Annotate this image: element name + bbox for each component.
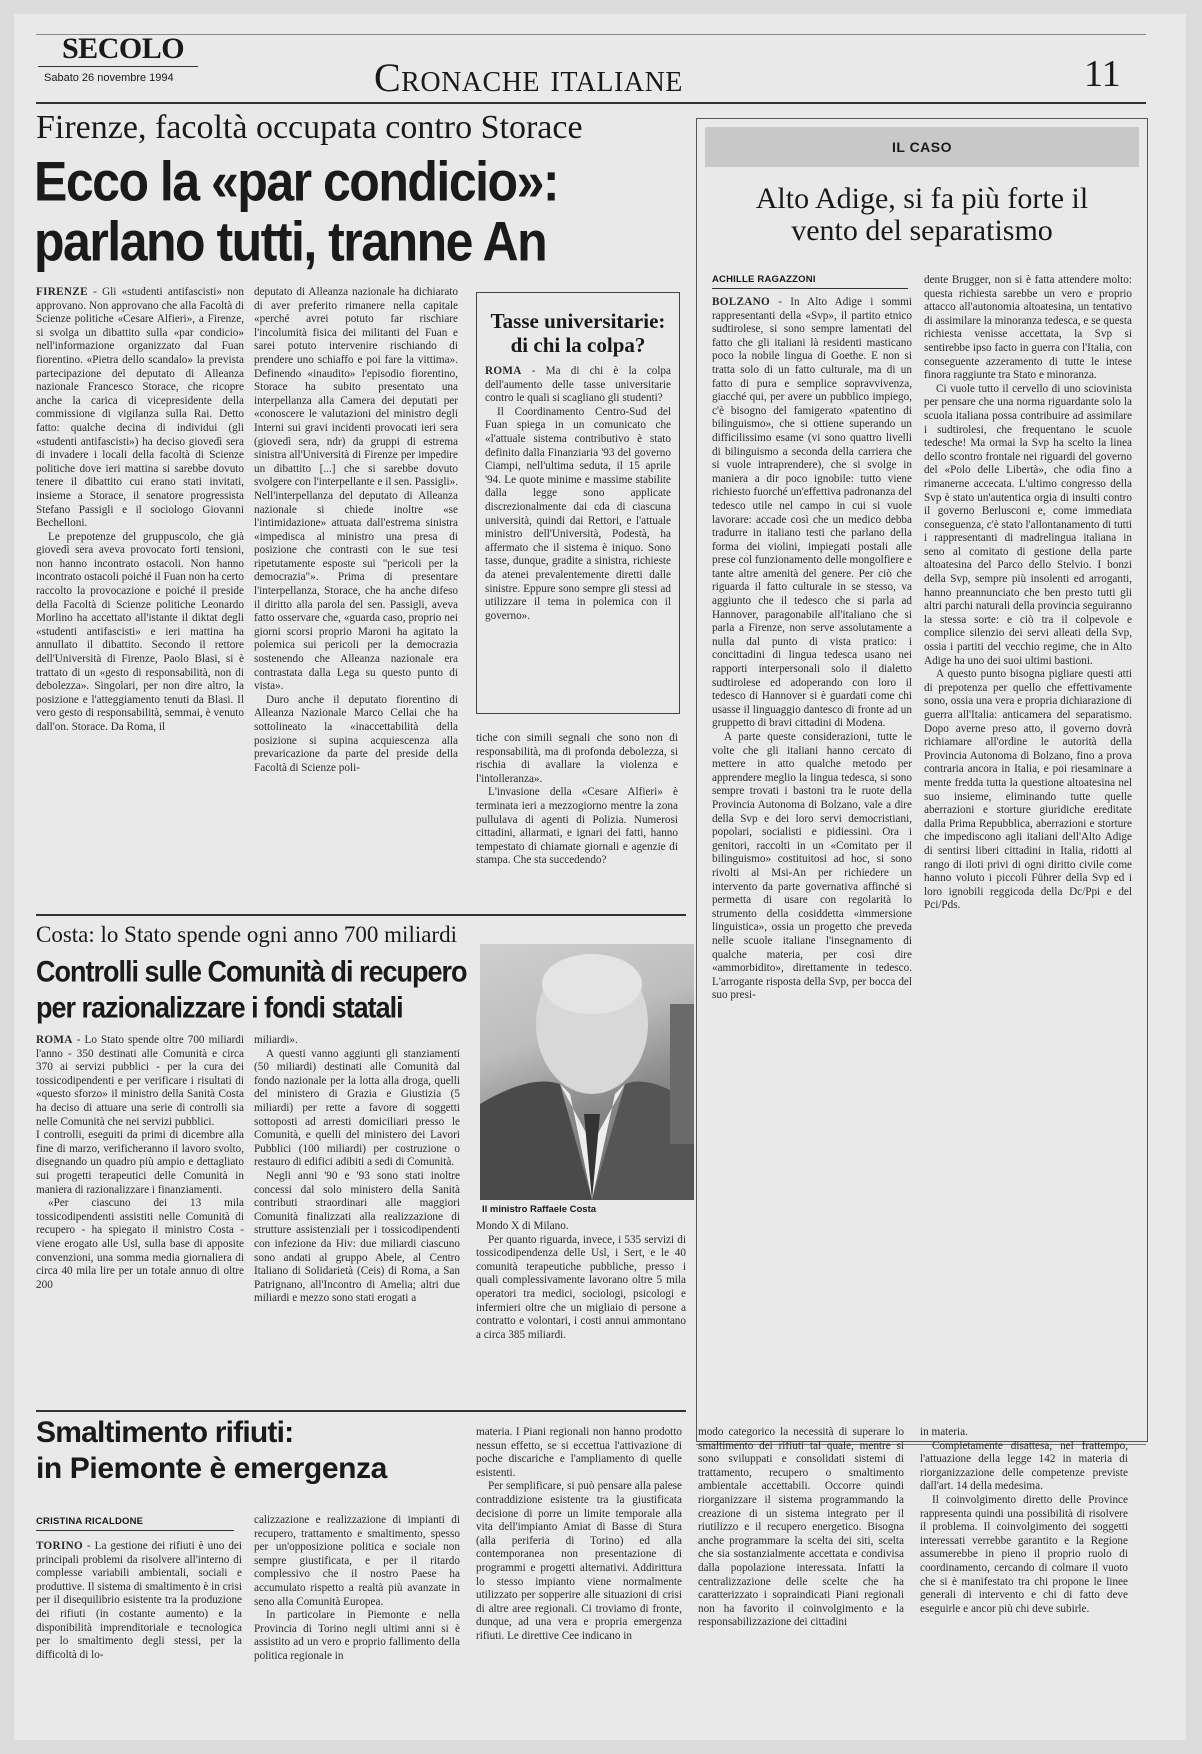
rifiuti-column-1 xyxy=(36,1540,242,1730)
costa-column-1 xyxy=(36,1034,244,1404)
paragraph-text: calizzazione e realizzazione di impianti di recupero, trattamento e smaltimento, spesso per un'opposizione politica e sociale non sempre giustificata, e per il ritardo complessivo che il nostro Paese ha accumulato rispetto a realtà più avanzate in seno alla Comunità Europea. xyxy=(254,1514,460,1608)
paragraph-text: modo categorico la necessità di superare lo smaltimento dei rifiuti tal quale, mentre si sono sviluppati e consolidati sistemi di trattamento, recupero o smaltimento ambientale accettabili. Occorre quindi riorganizzare il sistema programmando la creazione di un sistema integrato per il riutilizzo e il recupero energetico. Bisogna anche programmare la scelta dei siti, scelta che sia sostanzialmente accettata e condivisa dalla popolazione interessata. Infatti la centralizzazione delle scelte che ha caratterizzato i sopraindicati Piani regionali non ha favorito il coinvolgimento e la responsabilizzazione dei cittadini xyxy=(698,1426,904,1629)
paragraph xyxy=(924,668,1132,913)
paragraph-text: I controlli, eseguiti da primi di dicembre alla fine di marzo, verificheranno il lavoro svolto, disegnando un quadro più ampio e dettagliato sui progetti terapeutici delle Comunità in maniera di razionalizzare i finanziamenti. xyxy=(36,1129,244,1196)
il-caso-byline: ACHILLE RAGAZZONI xyxy=(712,274,908,289)
paragraph-text: In particolare in Piemonte e nella Provincia di Torino negli ultimi anni si è assistito ad un vero e proprio fallimento della politica regionale in xyxy=(254,1609,460,1662)
newspaper-page xyxy=(14,14,1186,1740)
masthead-top-rule xyxy=(36,34,1146,35)
paragraph xyxy=(485,406,671,624)
minister-photo xyxy=(480,944,694,1200)
tasse-box xyxy=(476,292,680,714)
paragraph xyxy=(476,1220,686,1234)
paragraph xyxy=(254,1170,460,1306)
il-caso-headline: Alto Adige, si fa più forte il vento del separatismo xyxy=(755,182,1089,247)
paragraph-text: - Gli «studenti antifascisti» non approvano. Non approvano che alla Facoltà di Scienze politiche «Cesare Alfieri», a Firenze, si svolga un dibattito sulla «par condicio» nell'informazione organizzato dal Fuan fiorentino. «Pietra dello scandalo» la prevista partecipazione del deputato di Alleanza nazionale Francesco Storace, che ricopre anche la carica di vicepresidente della commissione di vigilanza sulla Rai. Detto fatto: qualche decina di individui (gli «studenti antifascisti») ha deciso giovedì sera di invadere i locali della facoltà di Scienze politiche dove ieri mattina si sarebbe dovuto tenere il dibattito cui erano stati invitati, insieme a Storace, il senatore progressista Stefano Passigli e il sociologo Giovanni Bechelloni. xyxy=(36,286,244,530)
paragraph xyxy=(476,732,678,786)
paragraph xyxy=(476,786,678,868)
dateline: ROMA xyxy=(36,1034,73,1046)
logo-rule xyxy=(38,66,198,67)
paragraph xyxy=(36,286,244,531)
rifiuti-column-4 xyxy=(698,1426,904,1730)
paragraph-text: L'invasione della «Cesare Alfieri» è terminata ieri a mezzogiorno mentre la zona pullulava di agenti di Polizia. Numerosi cittadini, allarmati, e ignari dei fatti, hanno tempestato di chiamate giornali e agenzie di stampa. Che sta succedendo? xyxy=(476,786,678,867)
paragraph-text: Ci vuole tutto il cervello di uno sciovinista per pensare che una norma riguardante solo la scuola italiana possa contribuire ad assimilare i sudtirolesi, che frequentano le scuole tedesche! Ma ormai la Svp ha scelto la linea dello scontro frontale nei riguardi del governo del «Polo delle Libertà», che odia fino a rimanerne accecata. L'ultimo congresso della Svp è stato un'autentica orgia di insulti contro il governo Berlusconi e, come immediata conseguenza, c'è stato l'allontanamento di tutti i rappresentanti di madrelingua italiana in seno al comitato di gestione della parte altoatesina del Parco dello Stelvio. I bonzi della Svp, sempre più insolenti ed arroganti, hanno preannunciato che ben presto tutti gli altri parchi naturali della provincia seguiranno la stessa sorte: e ciò tra il colpevole e complice silenzio dei servi alleati della Svp, ossia i partiti del vecchio regime, che in Alto Adige ha uno dei suoi ultimi bastioni. xyxy=(924,382,1132,667)
firenze-column-3 xyxy=(476,732,678,904)
paragraph xyxy=(485,365,671,406)
costa-column-3 xyxy=(476,1220,686,1404)
newspaper-logo: SECOLO xyxy=(62,32,185,65)
rifiuti-column-5 xyxy=(920,1426,1128,1730)
paragraph-text: A questi vanno aggiunti gli stanziamenti (50 miliardi) destinati alle Comunità dal fondo nazionale per la lotta alla droga, quelli del ministero di Grazia e Giustizia (5 miliardi) per rette a favore di soggetti sottoposti ad arresti domiciliari presso le Comunità, e quelli del ministero dei Lavori Pubblici (100 miliardi) per costruzione o restauro di edifici adibiti a sedi di Comunità. xyxy=(254,1047,460,1169)
rifiuti-byline: CRISTINA RICALDONE xyxy=(36,1516,234,1531)
paragraph-text: Completamente disattesa, nel frattempo, l'attuazione della legge 142 in materia di riorganizzazione delle competenze previste dall'art. 14 della medesima. xyxy=(920,1439,1128,1493)
paragraph-text: deputato di Alleanza nazionale ha dichiarato di aver preferito rimanere nella capitale «perché avrei potuto far rischiare l'incolumità fisica dei militanti del Fuan e sarei potuto intervenire rischiando di prendere uno schiaffo e poi fare la vittima». Definendo «inaudito» l'episodio fiorentino, Storace ha subito presentato una interpellanza alla Camera dei deputati per «conoscere le valutazioni del ministro degli Interni sui gravi incidenti provocati ieri sera (giovedì sera, ndr) da gruppi di estrema sinistra all'Università di Firenze per impedire un dibattito [...] che si sarebbe dovuto svolgere con l'interpellante e il sen. Passigli». Nell'interpellanza del deputato di Alleanza nazionale si chiede inoltre «se l'intimidazione» attuata dall'estrema sinistra «impedisca al ministro una presa di posizione che contrasti con le sue tesi ripetutamente esposte sui "pericoli per la democrazia"». Prima di presentare l'interpellanza, Storace, che ha anche difeso il diritto alla parola del sen. Passigli, aveva fatto osservare che, «guarda caso, proprio nei giorni scorsi proprio Maroni ha agitato la polemica sui pericoli per la democrazia sostenendo che Alleanza nazionale era contrastata dalla Lega su questo punto di vista». xyxy=(254,286,458,693)
il-caso-label-bar xyxy=(705,127,1139,167)
il-caso-label: IL CASO xyxy=(891,139,953,155)
paragraph-text: - In Alto Adige i sommi rappresentanti della «Svp», il partito etnico sudtirolese, si sono sempre lamentati del fatto che gli italiani là residenti masticano poco la nobile lingua di Goethe. E non si tratta solo di un fatto culturale, ma di un fatto di pura e semplice sopravvivenza, giacché qui, per avere un pubblico impiego, c'è bisogno del famigerato «patentino di bilinguismo», che si ottiene superando un difficilissimo esame (vi sono quattro livelli di bilinguismo a seconda della carriera che si vuole intraprendere), che si svolge in maniera a dir poco ignobile: tutto viene richiesto fuorché un'effettiva padronanza del tedesco utile nel campo in cui si vuole lavorare: accade così che un medico debba tradurre in italiano testi che parlano della forma dei violini, impiegati postali alle prese col funzionamento delle mongolfiere e tante altre amenità del genere. Per ciò che riguarda il fatto culturale in se stesso, va aggiunto che il tedesco che si parla ad Hannover, paragonabile all'italiano che si parla a Firenze, non serve assolutamente a nulla dal punto di vista pratico: i concittadini di lingua tedesca usano nei rapporti interpersonali solo il dialetto sudtirolese ed adoperando con loro il tedesco di Hannover si è guardati come chi usasse il linguaggio dantesco di fronte ad un gruppetto di bravi cittadini di Modena. xyxy=(712,296,912,730)
firenze-column-1 xyxy=(36,286,244,904)
rifiuti-column-2 xyxy=(254,1514,460,1730)
costa-headline-line2: per razionalizzare i fondi statali xyxy=(36,991,403,1025)
il-caso-column-2 xyxy=(924,274,1132,1432)
paragraph xyxy=(254,286,458,694)
costa-headline-line1: Controlli sulle Comunità di recupero xyxy=(36,955,467,989)
costa-column-2 xyxy=(254,1034,460,1404)
dateline: BOLZANO xyxy=(712,296,771,308)
paragraph xyxy=(920,1440,1128,1494)
firenze-headline-line2: parlano tutti, tranne An xyxy=(34,210,547,273)
page-number: 11 xyxy=(1084,53,1121,95)
paragraph xyxy=(476,1234,686,1343)
rifiuti-column-3 xyxy=(476,1426,682,1730)
paragraph xyxy=(254,694,458,776)
paragraph-text: A parte queste considerazioni, tutte le volte che gli italiani hanno cercato di mettere in atto qualche metodo per apprendere meglio la lingua tedesca, si sono sempre trovati i bastoni tra le ruote della Provincia Autonoma di Bolzano, vale a dire della Svp e dei loro servi democristiani, popolari, socialisti e pidiessini. Ora i genitori, raccolti in un «Comitato per il bilinguismo» costituitosi ad hoc, si sono rivolti al Msi-An per richiedere un intervento da parte governativa affinché si permetta di usare con regolarità lo strumento della cosiddetta «immersione linguistica», ossia un progetto che preveda nelle scuole italiane l'insegnamento di qualche materia, per così dire «ammorbidito», direttamente in tedesco. L'arrogante risposta della Svp, per bocca del suo presi- xyxy=(712,731,912,1002)
paragraph-text: miliardi». xyxy=(254,1034,298,1046)
paragraph-text: materia. I Piani regionali non hanno prodotto nessun effetto, se si eccettua l'attivazione di poche discariche e l'ampliamento di quelle esistenti. xyxy=(476,1426,682,1479)
paragraph xyxy=(36,1197,244,1292)
paragraph xyxy=(254,1609,460,1663)
paragraph xyxy=(36,1034,244,1129)
dateline: FIRENZE xyxy=(36,286,88,298)
issue-date: Sabato 26 novembre 1994 xyxy=(44,72,174,84)
dateline: TORINO xyxy=(36,1540,83,1552)
paragraph xyxy=(36,1540,242,1662)
paragraph xyxy=(254,1514,460,1609)
paragraph-text: tiche con simili segnali che sono non di responsabilità, ma di profonda debolezza, si rischia di avallare la violenza e l'intolleranza». xyxy=(476,732,678,785)
il-caso-column-1 xyxy=(712,296,912,1432)
paragraph xyxy=(254,1048,460,1170)
section-title: Cronache italiane xyxy=(374,55,683,100)
paragraph-text: Le prepotenze del gruppuscolo, che già giovedì sera aveva provocato forti tensioni, non hanno incontrato ostacoli. Non hanno incontrato ostacoli poiché il Fuan non ha certo raccolto la provocazione e poiché il preside della Facoltà di Scienze politiche Leonardo Morlino ha accettato all'istante il diktat degli «studenti antifascisti» e ieri mattina ha annullato il dibattito. Secondo il rettore dell'Università di Firenze, Paolo Blasi, si è trattato di un «gesto di responsabilità, non di debolezza». Singolari, per non dire altro, la posizione e l'atteggiamento tenuti da Blasi. Il vero gesto di responsabilità, semmai, è venuto dall'on. Storace. Da Roma, il xyxy=(36,530,244,733)
paragraph-text: Per quanto riguarda, invece, i 535 servizi di tossicodipendenza delle Usl, i Sert, e le 40 comunità terapeutiche pubbliche, presso i quali complessivamente lavorano oltre 5 mila operatori tra medici, sociologi, psicologi e infermieri oltre che un migliaio di persone a contratto e volontari, i costi annui ammontano a circa 385 miliardi. xyxy=(476,1233,686,1341)
paragraph-text: Il coinvolgimento diretto delle Province rappresenta quindi una possibilità di risolvere il problema. Il coinvolgimento dei soggetti interessati verrebbe garantito e la Regione assumerebbe in pieno il proprio ruolo di coordinamento, cercando di colmare il vuoto che si è manifestato tra chi propone le linee generali di intervento e chi di fatto deve eseguirle e ancor più chi deve subirle. xyxy=(920,1493,1128,1615)
paragraph-text: «Per ciascuno dei 13 mila tossicodipendenti assistiti nelle Comunità di recupero - ha spiegato il ministro Costa - viene erogato alle Usl, sulla base di apposite convenzioni, una somma media giornaliera di circa 40 mila lire per un totale annuo di oltre 200 xyxy=(36,1197,244,1291)
paragraph-text: in materia. xyxy=(920,1426,968,1438)
rifiuti-headline-line1: Smaltimento rifiuti: xyxy=(36,1416,294,1449)
paragraph-text: A questo punto bisogna pigliare questi atti di prepotenza per quello che effettivamente sono, ossia una vera e propria dichiarazione di guerra all'Italia: anticamera del separatismo. Dopo averne preso atto, il governo dovrà richiamare all'ordine le autorità della Provincia Autonoma di Bolzano, fino a prova contraria ancora in Italia, e poi riesaminare a mente fredda tutta la questione altoatesina nel suo insieme, eliminando tutte quelle aberrazioni e storture giuridiche ereditate dalla Prima Repubblica, aberrazioni e storture che impediscono agli italiani dell'Alto Adige di sentirsi liberi cittadini in Italia, ridotti al rango di iloti privi di ogni diritto civile come hanno voluto i piccoli Führer della Svp ed i loro ignobili reggicoda della Dc/Ppi e del Pci/Pds. xyxy=(924,668,1132,912)
paragraph xyxy=(924,383,1132,668)
paragraph xyxy=(36,531,244,735)
section-divider xyxy=(36,1410,686,1412)
paragraph xyxy=(698,1426,904,1630)
paragraph xyxy=(254,1034,460,1048)
paragraph xyxy=(712,731,912,1003)
rifiuti-headline-line2: in Piemonte è emergenza xyxy=(36,1452,387,1485)
paragraph-text: Duro anche il deputato fiorentino di Alleanza Nazionale Marco Cellai che ha sottolineato la «inaccettabilità della posizione si supina acquiescenza alla prevaricazione da parte del preside della Facoltà di Scienze poli- xyxy=(254,693,458,774)
firenze-headline-line1: Ecco la «par condicio»: xyxy=(34,150,559,213)
paragraph-text: - Ma di chi è la colpa dell'aumento delle tasse universitarie contro le quali si scagliano gli studenti? xyxy=(485,365,671,405)
paragraph xyxy=(476,1426,682,1480)
portrait-silhouette-icon xyxy=(480,944,694,1200)
paragraph xyxy=(36,1129,244,1197)
firenze-column-2 xyxy=(254,286,458,904)
costa-kicker: Costa: lo Stato spende ogni anno 700 miliardi xyxy=(36,922,457,947)
paragraph xyxy=(920,1494,1128,1616)
paragraph-text: Mondo X di Milano. xyxy=(476,1220,569,1232)
paragraph-text: - La gestione dei rifiuti è uno dei principali problemi da risolvere all'interno di complesse variabili ambientali, sociali e produttive. Il sistema di smaltimento è in crisi per il disequilibrio esistente tra la produzione dei rifiuti (in costante aumento) e la disponibilità imprenditoriale e tecnologica per lo smaltimento degli stessi, per la difficoltà di lo- xyxy=(36,1540,242,1661)
tasse-headline: Tasse universitarie: di chi la colpa? xyxy=(490,309,666,357)
paragraph xyxy=(476,1480,682,1643)
dateline: ROMA xyxy=(485,365,522,377)
section-divider xyxy=(36,914,686,916)
paragraph xyxy=(920,1426,1128,1440)
paragraph-text: - Lo Stato spende oltre 700 miliardi l'anno - 350 destinati alle Comunità e circa 370 ai servizi pubblici - per la cura dei tossicodipendenti e per verificare i risultati di «questo sforzo» il ministro della Sanità Costa ha deciso di attuare una serie di controlli sia nelle Comunità che nei servizi pubblici. xyxy=(36,1034,244,1128)
paragraph xyxy=(712,296,912,731)
paragraph-text: Per semplificare, si può pensare alla palese contraddizione esistente tra la giustificata decisione di porre un limite temporale alla vita dell'impianto Amiat di Basse di Stura (alla periferia di Torino) ed alla contemporanea non presentazione di programmi e progetti alternativi. Addirittura lo stesso impianto viene normalmente utilizzato per sopperire alle situazioni di crisi di altre aree regionali. Ci troviamo di fronte, dunque, ad una vera e propria emergenza rifiuti. Le direttive Cee indicano in xyxy=(476,1480,682,1642)
paragraph-text: Il Coordinamento Centro-Sud del Fuan spiega in un comunicato che «l'attuale sistema contributivo è stato definito dalla Finanziaria '93 del governo Ciampi, nell'ultima seduta, il 15 aprile '94. Le quote minime e massime stabilite dalla legge sono applicate discrezionalmente dai cda di ciascuna università, quindi dai Rettori, e l'attuale ministro dell'Università, Podestà, ha affermato che il sistema è iniquo. Sono tasse, dunque, gradite a sinistra, richieste da atenei prevalentemente diretti dalle sinistre. Eppure sono sempre gli stessi ad utilizzare il tema in polemica con il governo». xyxy=(485,405,671,622)
paragraph xyxy=(924,274,1132,383)
tasse-body xyxy=(485,365,671,685)
paragraph-text: Negli anni '90 e '93 sono stati inoltre concessi dal solo ministero della Sanità contributi straordinari alle maggiori Comunità finalizzati alla realizzazione di strutture assistenziali per i tossicodipendenti con infezione da Hiv: due miliardi ciascuno sono andati al gruppo Abele, al Centro Italiano di Solidarietà (Ceis) di Roma, a San Patrignano, all'Incontro di Amelia; altri due miliardi e mezzo sono stati erogati a xyxy=(254,1169,460,1305)
paragraph-text: dente Brugger, non si è fatta attendere molto: questa richiesta sarebbe un vero e proprio attacco all'autonomia altoatesina, un tentativo di assimilare la minoranza tedesca, e se questa richiesta venisse accettata, la Svp si sentirebbe ipso facto in guerra con l'Italia, con conseguente azzeramento di tutte le intese finora raggiunte tra Stato e minoranza. xyxy=(924,274,1132,382)
masthead-bottom-rule xyxy=(36,102,1146,104)
photo-caption: Il ministro Raffaele Costa xyxy=(482,1204,597,1215)
firenze-kicker: Firenze, facoltà occupata contro Storace xyxy=(36,109,583,146)
